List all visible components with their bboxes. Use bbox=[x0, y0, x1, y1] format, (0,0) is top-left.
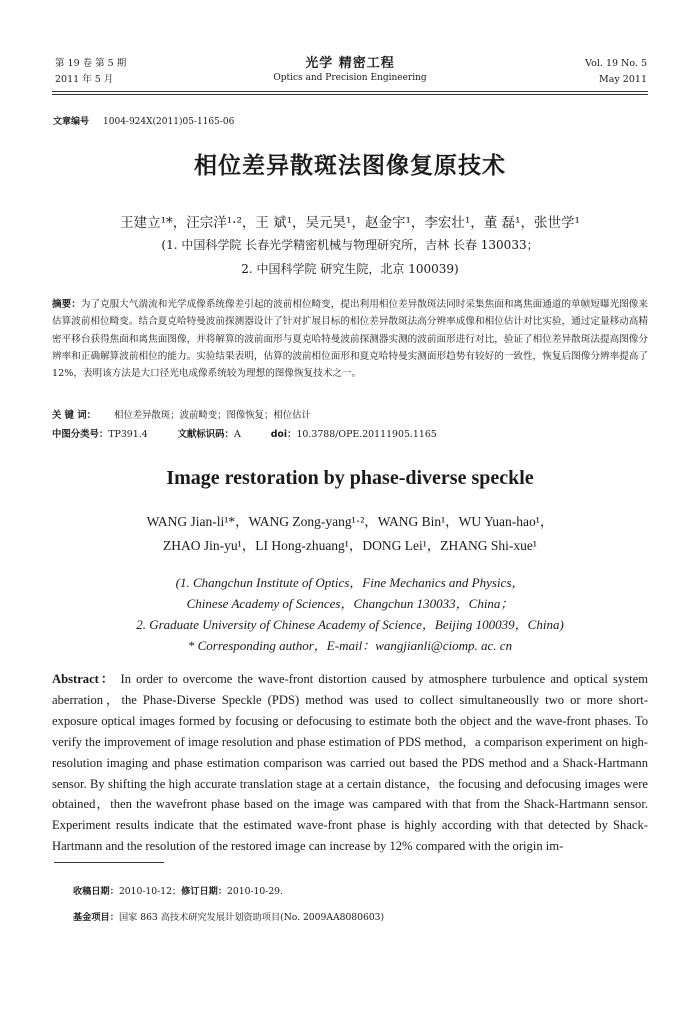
header-rule-thick bbox=[52, 91, 648, 92]
affiliation-en-2: Chinese Academy of Sciences，Changchun 130033，China； bbox=[186, 596, 514, 611]
volume-issue-info-en bbox=[585, 56, 647, 88]
affiliation-cn-1: (1. 中国科学院 长春光学精密机械与物理研究所，吉林 长春 130033； bbox=[161, 238, 539, 252]
footnote-rule bbox=[54, 862, 164, 863]
fund-value: 国家 863 高技术研究发展计划资助项目(No. 2009AA8080603) bbox=[118, 912, 385, 923]
received-date: 2010-10-12； bbox=[118, 886, 182, 897]
author-list-en-1: WANG Jian-li¹*，WANG Zong-yang¹·²，WANG Bin¹，WU Yuan-hao¹， bbox=[146, 514, 554, 529]
corresponding-author: * Corresponding author，E-mail：wangjianli@ciomp. ac. cn bbox=[187, 638, 513, 653]
clc-value: TP391.4 bbox=[108, 429, 148, 440]
clc-label: 中图分类号： bbox=[52, 429, 109, 440]
doi-label: doi： bbox=[270, 429, 297, 440]
revised-label: 修订日期： bbox=[181, 886, 228, 897]
abstract-en-text: In order to overcome the wave-front distortion caused by atmosphere turbulence and optical system aberration，the Phase-Diverse Speckle (PDS) method was used to collect simultaneouslly two or more short-exposure optical images formed by focusing or defocusing to estimate both the object and the wave-front phases. To verify the improvement of image resolution and phase estimation of PDS method，a comparison experiment on high-resolution imaging and phase estimation comparison was carried out based the PDS method and a Shack-Hartmann sensor. By shifting the high accurate translation stage at a certain distance，the focusing and defocusing images were obtained，then the wavefront phase based on the image was campared with that from the Shack-Hartmann sensor. Experiment results indicate that the estimated wave-front phase is highly according with that detected by Shack-Hartmann and the resolution of the restored image can increase by 12% compared with the origin im- bbox=[52, 672, 648, 854]
classification-line bbox=[52, 426, 437, 440]
document-code-value: A bbox=[233, 429, 241, 440]
affiliation-en-1: (1. Changchun Institute of Optics，Fine Mechanics and Physics， bbox=[175, 575, 525, 590]
abstract-en-label: Abstract： bbox=[52, 672, 116, 686]
volume-number-en: Vol. 19 No. 5 bbox=[585, 58, 647, 69]
article-number-value: 1004-924X(2011)05-1165-06 bbox=[103, 117, 235, 127]
header-rule-thin bbox=[52, 94, 648, 95]
received-label: 收稿日期： bbox=[73, 886, 119, 897]
fund-label: 基金项目： bbox=[73, 912, 119, 923]
footnote-dates bbox=[73, 883, 283, 897]
keywords-cn-text: 相位差异散斑；波前畸变；图像恢复；相位估计 bbox=[114, 410, 311, 421]
article-number-label: 文章编号 bbox=[53, 117, 90, 127]
revised-date: 2010-10-29. bbox=[227, 886, 283, 897]
paper-title-en: Image restoration by phase-diverse speckle bbox=[166, 467, 534, 489]
paper-title-cn: 相位差异散斑法图像复原技术 bbox=[194, 153, 506, 179]
issue-date-cn: 2011 年 5 月 bbox=[55, 74, 114, 85]
author-list-en-2: ZHAO Jin-yu¹，LI Hong-zhuang¹，DONG Lei¹，ZHANG Shi-xue¹ bbox=[163, 538, 537, 553]
journal-name-en: Optics and Precision Engineering bbox=[273, 73, 427, 83]
abstract-cn bbox=[52, 296, 648, 382]
article-number bbox=[53, 114, 234, 127]
author-list-cn: 王建立¹*，汪宗洋¹·²，王 斌¹，吴元昊¹，赵金宇¹，李宏壮¹，董 磊¹，张世学¹ bbox=[120, 215, 580, 231]
volume-issue: 第 19 卷 第 5 期 bbox=[55, 58, 127, 69]
keywords-cn-label: 关 键 词： bbox=[52, 410, 97, 421]
footnote-funding bbox=[73, 909, 384, 923]
affiliation-cn-2: 2. 中国科学院 研究生院，北京 100039) bbox=[241, 262, 459, 276]
issue-date-en: May 2011 bbox=[599, 74, 647, 85]
abstract-cn-text: 为了克服大气湍流和光学成像系统像差引起的波前相位畸变，提出利用相位差异散斑法同时采集焦面和离焦面通道的单帧短曝光图像来估算波前相位畸变。结合夏克哈特曼波前探测器设计了针对扩展目标的相位差异散斑法高分辨率成像和相位估计对比实验，通过定量移动高精密平移台获得焦面和离焦面图像，并将解算的波前面形与夏克哈特曼波前探测器实测的波前面形进行对比，验证了相位差异散斑法提高图像分辨率和正确解算波前相位的能力。实验结果表明，估算的波前相位面形和夏克哈特曼实测面形趋势有较好的一致性，恢复后图像分辨率提高了 12%，表明该方法是大口径光电成像系统较为理想的图像恢复技术之一。 bbox=[52, 299, 649, 380]
doi-value: 10.3788/OPE.20111905.1165 bbox=[296, 429, 437, 440]
abstract-en bbox=[52, 669, 648, 857]
keywords-cn bbox=[52, 407, 311, 421]
affiliation-en-3: 2. Graduate University of Chinese Academy of Science，Beijing 100039，China) bbox=[136, 617, 564, 632]
journal-name-cn: 光学 精密工程 bbox=[305, 56, 395, 71]
abstract-cn-label: 摘要： bbox=[52, 299, 81, 310]
document-code-label: 文献标识码： bbox=[177, 429, 234, 440]
